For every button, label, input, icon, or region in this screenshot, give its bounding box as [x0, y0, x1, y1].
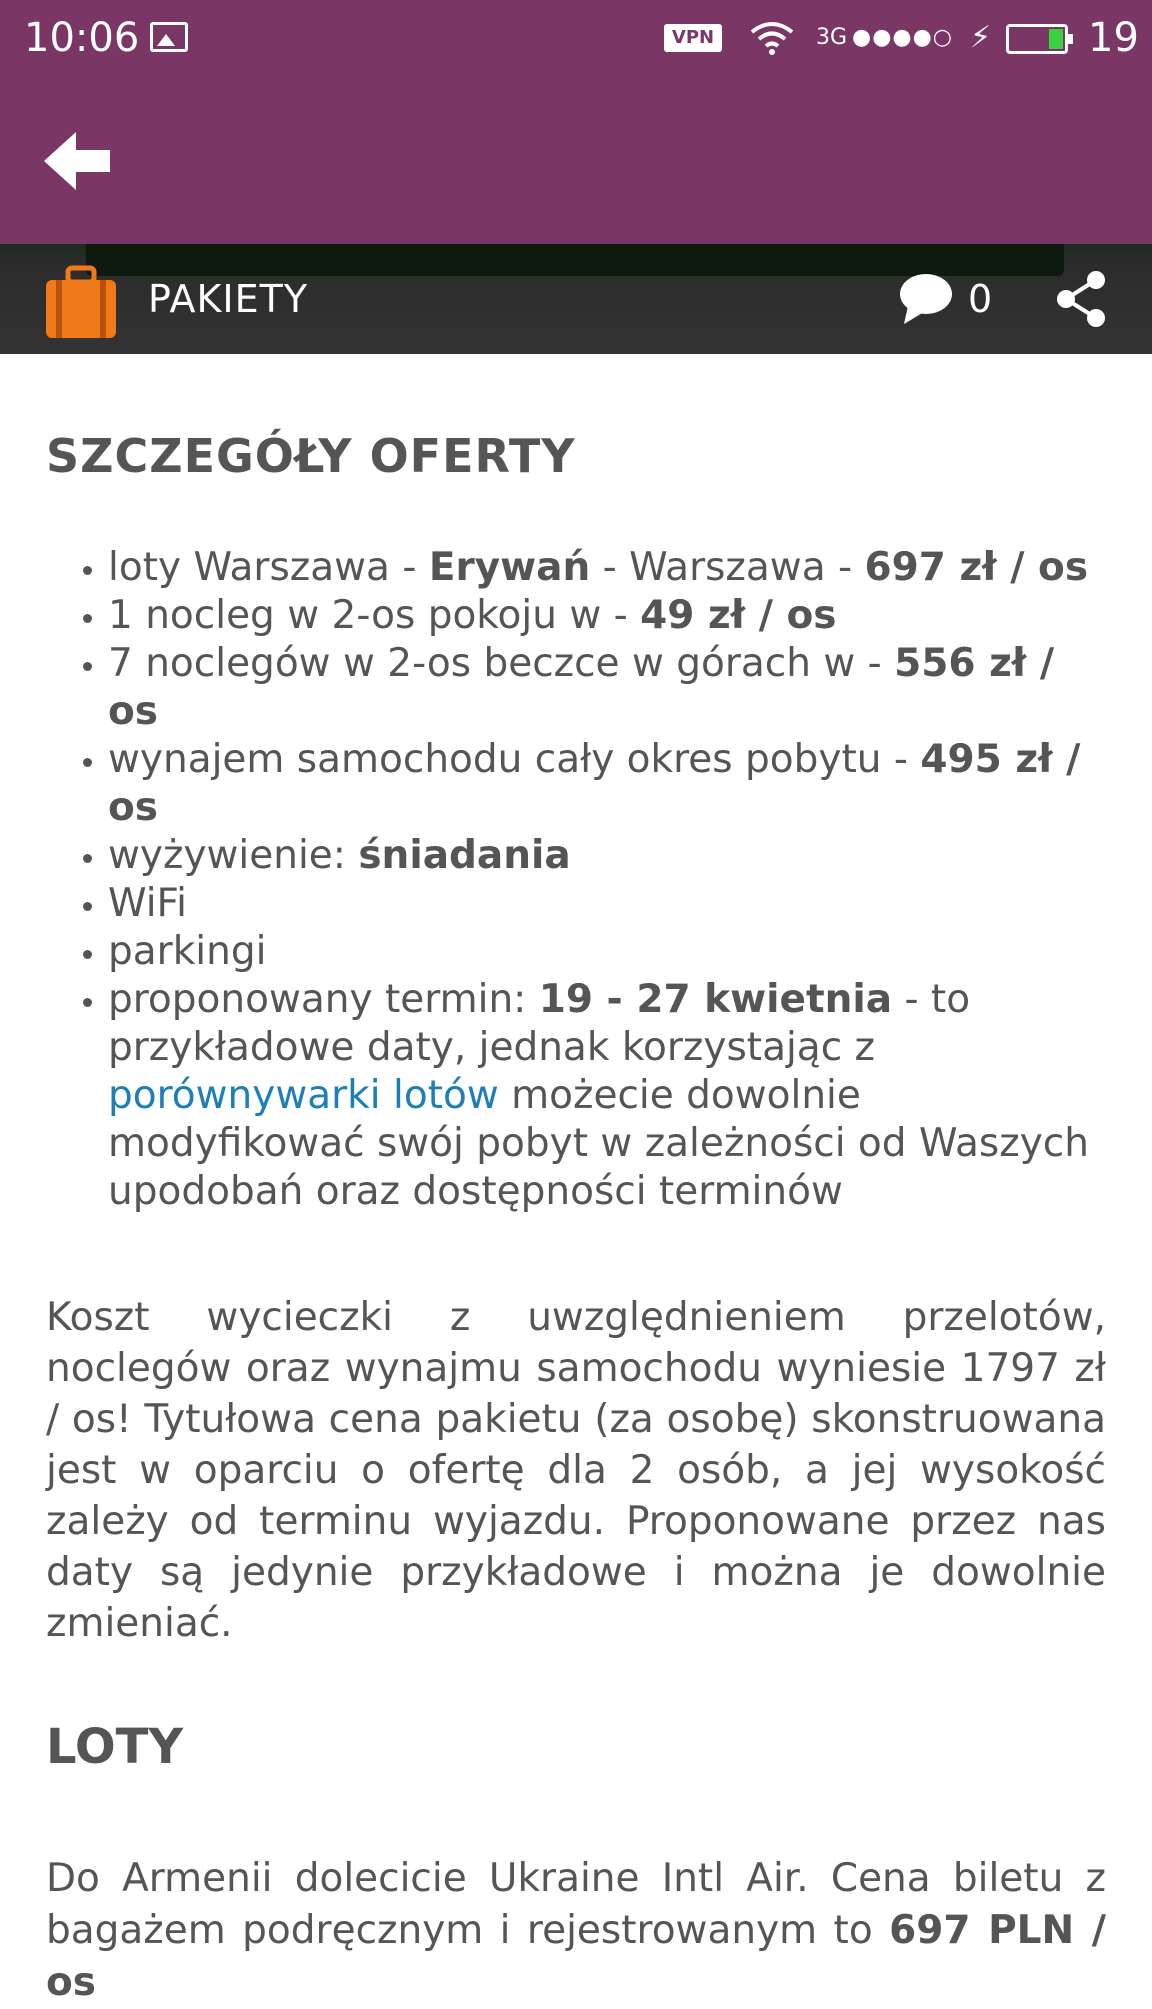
- section-title-offer: SZCZEGÓŁY OFERTY: [46, 429, 576, 483]
- back-arrow-icon[interactable]: [40, 126, 120, 196]
- suitcase-icon: [44, 264, 118, 340]
- list-item: • 7 noclegów w 2-os beczce w górach w - 556 zł / os: [108, 640, 1106, 736]
- list-item: • loty Warszawa - Erywań - Warszawa - 697 zł / os: [108, 544, 1106, 592]
- list-item: • WiFi: [108, 880, 1106, 928]
- list-item: • proponowany termin: 19 - 27 kwietnia - to przykładowe daty, jednak korzystając z porównywarki lotów możecie dowolnie modyfikować swój pobyt w zależności od Waszych upodobań oraz dostępności terminów: [108, 976, 1106, 1216]
- status-bar: [0, 0, 1152, 76]
- section-title-flights: LOTY: [46, 1719, 184, 1775]
- summary-paragraph: Koszt wycieczki z uwzględnieniem przelotów, noclegów oraz wynajmu samochodu wyniesie 1797 zł / os! Tytułowa cena pakietu (za osobę) skonstruowana jest w oparciu o ofertę dla 2 osób, a jej wysokość zależy od terminu wyjazdu. Proponowane przez nas daty są jedynie przykładowe i można je dowolnie zmieniać.: [46, 1295, 1106, 1646]
- network-type: 3G: [816, 25, 848, 50]
- list-item: • wynajem samochodu cały okres pobytu - 495 zł / os: [108, 736, 1106, 832]
- article-content: [46, 354, 1106, 2009]
- comment-count[interactable]: 0: [968, 277, 993, 321]
- wifi-icon: [748, 20, 796, 56]
- charging-icon: ⚡: [970, 20, 992, 55]
- status-time: 10:06: [24, 15, 140, 61]
- category-bar: [0, 244, 1152, 354]
- signal-strength-icon: ●●●●○: [852, 25, 953, 50]
- comment-icon[interactable]: [898, 270, 954, 326]
- battery-icon: [1006, 24, 1068, 54]
- category-label: PAKIETY: [148, 277, 309, 321]
- battery-level: 19: [1088, 15, 1139, 61]
- app-bar: [0, 76, 1152, 244]
- flights-paragraph: Do Armenii dolecicie Ukraine Intl Air. Cena biletu z bagażem podręcznym i rejestrowanym to 697 PLN / os: [46, 1856, 1107, 2005]
- list-item: • parkingi: [108, 928, 1106, 976]
- gallery-notification-icon: [150, 22, 188, 52]
- flight-comparison-link[interactable]: porównywarki lotów: [108, 1073, 499, 1118]
- list-item: • 1 nocleg w 2-os pokoju w - 49 zł / os: [108, 592, 1106, 640]
- list-item: • wyżywienie: śniadania: [108, 832, 1106, 880]
- vpn-badge: VPN: [664, 24, 722, 52]
- offer-details-list: [46, 544, 1106, 1216]
- share-icon[interactable]: [1052, 268, 1110, 330]
